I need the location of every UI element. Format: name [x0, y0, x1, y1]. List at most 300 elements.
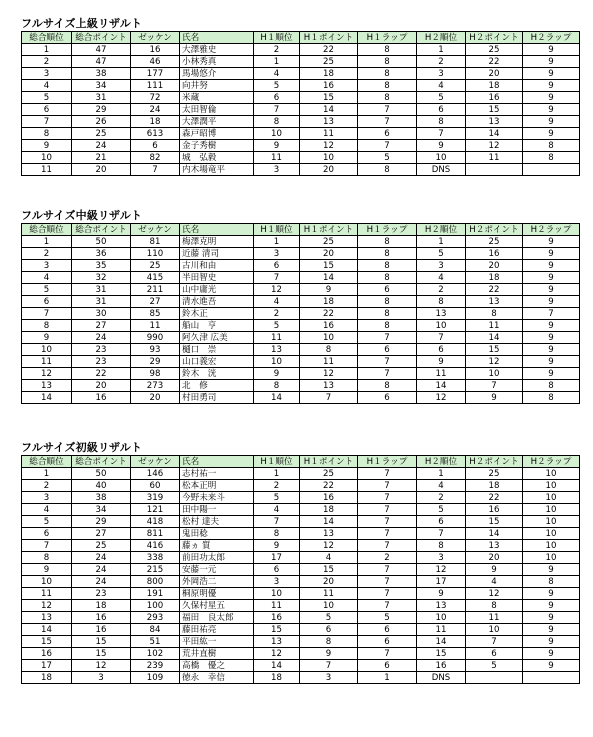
cell-bib-number: 16 [131, 44, 180, 56]
cell-h2-points: 12 [466, 356, 523, 368]
cell-h2-points: 22 [466, 284, 523, 296]
cell-h1-points: 11 [300, 356, 358, 368]
cell-h1-laps: 7 [358, 468, 417, 480]
cell-h2-laps: 9 [523, 612, 580, 624]
cell-h2-rank: 3 [417, 68, 466, 80]
column-header-h2-points: H２ポイント [466, 32, 523, 44]
cell-h2-rank: 10 [417, 612, 466, 624]
cell-h2-points: 5 [466, 660, 523, 672]
cell-bib-number: 60 [131, 480, 180, 492]
cell-h1-rank: 7 [254, 516, 300, 528]
cell-h2-points: 22 [466, 56, 523, 68]
cell-h2-rank: 3 [417, 260, 466, 272]
cell-overall-rank: 9 [22, 564, 72, 576]
results-table [21, 223, 580, 404]
cell-overall-points: 3 [72, 672, 131, 684]
cell-h2-points: 13 [466, 296, 523, 308]
table-row [22, 308, 580, 320]
cell-h2-points: 25 [466, 44, 523, 56]
table-row [22, 576, 580, 588]
cell-h1-laps: 7 [358, 116, 417, 128]
cell-rider-name: 内木場竜平 [180, 164, 254, 176]
cell-overall-rank: 8 [22, 128, 72, 140]
cell-h2-points: 14 [466, 128, 523, 140]
column-header-bib-number: ゼッケン [131, 224, 180, 236]
cell-h1-rank: 1 [254, 236, 300, 248]
cell-h2-laps: 8 [523, 152, 580, 164]
cell-bib-number: 215 [131, 564, 180, 576]
cell-overall-points: 50 [72, 236, 131, 248]
cell-h2-points: 13 [466, 540, 523, 552]
cell-h2-points: 8 [466, 308, 523, 320]
cell-overall-points: 31 [72, 92, 131, 104]
cell-overall-rank: 4 [22, 504, 72, 516]
cell-overall-points: 47 [72, 44, 131, 56]
cell-h2-rank: 7 [417, 528, 466, 540]
cell-overall-rank: 4 [22, 272, 72, 284]
cell-overall-rank: 4 [22, 80, 72, 92]
cell-h2-points: 18 [466, 272, 523, 284]
cell-overall-points: 23 [72, 344, 131, 356]
cell-h1-rank: 12 [254, 648, 300, 660]
cell-bib-number: 177 [131, 68, 180, 80]
cell-h2-laps: 9 [523, 236, 580, 248]
cell-h1-points: 20 [300, 164, 358, 176]
cell-overall-rank: 3 [22, 68, 72, 80]
cell-h2-points: 14 [466, 332, 523, 344]
cell-overall-rank: 14 [22, 624, 72, 636]
cell-rider-name: 鈴木 洸 [180, 368, 254, 380]
cell-h2-rank: 13 [417, 308, 466, 320]
cell-h2-laps: 9 [523, 104, 580, 116]
cell-h1-points: 10 [300, 152, 358, 164]
beginner-results-section [21, 441, 579, 684]
cell-h2-laps: 9 [523, 636, 580, 648]
table-row [22, 636, 580, 648]
cell-overall-rank: 6 [22, 296, 72, 308]
cell-h1-rank: 3 [254, 164, 300, 176]
cell-h1-rank: 1 [254, 56, 300, 68]
cell-h2-laps: 9 [523, 128, 580, 140]
cell-bib-number: 100 [131, 600, 180, 612]
cell-h2-laps: 9 [523, 588, 580, 600]
cell-h1-laps: 5 [358, 152, 417, 164]
cell-bib-number: 416 [131, 540, 180, 552]
table-row [22, 56, 580, 68]
cell-overall-points: 36 [72, 248, 131, 260]
cell-overall-rank: 12 [22, 368, 72, 380]
cell-h1-points: 16 [300, 492, 358, 504]
cell-bib-number: 25 [131, 260, 180, 272]
cell-h1-rank: 16 [254, 612, 300, 624]
table-row [22, 672, 580, 684]
cell-overall-rank: 7 [22, 116, 72, 128]
cell-bib-number: 84 [131, 624, 180, 636]
cell-h2-rank: 10 [417, 152, 466, 164]
cell-rider-name: 藤田祐亮 [180, 624, 254, 636]
cell-h1-rank: 5 [254, 80, 300, 92]
cell-rider-name: 船山 亨 [180, 320, 254, 332]
cell-bib-number: 191 [131, 588, 180, 600]
cell-h1-points: 10 [300, 332, 358, 344]
column-header-h1-laps: H１ラップ [358, 456, 417, 468]
cell-h2-rank: DNS [417, 672, 466, 684]
cell-h1-rank: 11 [254, 600, 300, 612]
cell-overall-points: 23 [72, 588, 131, 600]
cell-bib-number: 811 [131, 528, 180, 540]
cell-h1-rank: 8 [254, 380, 300, 392]
cell-h2-points [466, 672, 523, 684]
table-row [22, 284, 580, 296]
cell-overall-rank: 3 [22, 260, 72, 272]
cell-h2-points [466, 164, 523, 176]
table-row [22, 260, 580, 272]
cell-h2-laps: 7 [523, 308, 580, 320]
cell-rider-name: 前田功太郎 [180, 552, 254, 564]
cell-h1-rank: 17 [254, 552, 300, 564]
cell-h2-points: 25 [466, 468, 523, 480]
table-row [22, 320, 580, 332]
table-row [22, 380, 580, 392]
cell-h2-laps: 9 [523, 624, 580, 636]
cell-h1-rank: 4 [254, 296, 300, 308]
cell-bib-number: 102 [131, 648, 180, 660]
cell-bib-number: 109 [131, 672, 180, 684]
cell-h1-laps: 7 [358, 564, 417, 576]
cell-h2-rank: 9 [417, 140, 466, 152]
results-table [21, 31, 580, 176]
cell-h1-laps: 7 [358, 588, 417, 600]
cell-bib-number: 7 [131, 164, 180, 176]
cell-bib-number: 51 [131, 636, 180, 648]
cell-bib-number: 121 [131, 504, 180, 516]
cell-bib-number: 415 [131, 272, 180, 284]
cell-h2-laps: 9 [523, 564, 580, 576]
cell-h1-laps: 7 [358, 504, 417, 516]
cell-overall-points: 21 [72, 152, 131, 164]
cell-overall-points: 20 [72, 164, 131, 176]
cell-overall-points: 31 [72, 284, 131, 296]
column-header-h2-rank: H２順位 [417, 456, 466, 468]
cell-rider-name: 城 弘毅 [180, 152, 254, 164]
cell-h1-points: 8 [300, 344, 358, 356]
cell-bib-number: 338 [131, 552, 180, 564]
cell-rider-name: 阿久津 広美 [180, 332, 254, 344]
cell-bib-number: 111 [131, 80, 180, 92]
cell-overall-points: 24 [72, 140, 131, 152]
cell-overall-points: 25 [72, 128, 131, 140]
cell-h1-rank: 13 [254, 636, 300, 648]
cell-h2-rank: 8 [417, 540, 466, 552]
cell-bib-number: 85 [131, 308, 180, 320]
cell-overall-rank: 16 [22, 648, 72, 660]
cell-h2-points: 7 [466, 636, 523, 648]
cell-h2-laps: 8 [523, 392, 580, 404]
cell-h1-rank: 3 [254, 576, 300, 588]
cell-h2-rank: 17 [417, 576, 466, 588]
cell-overall-rank: 11 [22, 588, 72, 600]
cell-h2-points: 12 [466, 588, 523, 600]
cell-rider-name: 外岡浩二 [180, 576, 254, 588]
table-row [22, 80, 580, 92]
table-row [22, 152, 580, 164]
cell-overall-points: 30 [72, 308, 131, 320]
cell-bib-number: 990 [131, 332, 180, 344]
cell-h1-rank: 12 [254, 284, 300, 296]
cell-h1-points: 18 [300, 68, 358, 80]
cell-overall-rank: 9 [22, 140, 72, 152]
cell-bib-number: 98 [131, 368, 180, 380]
cell-overall-points: 35 [72, 260, 131, 272]
cell-overall-rank: 6 [22, 528, 72, 540]
cell-h1-laps: 8 [358, 164, 417, 176]
column-header-overall-points: 総合ポイント [72, 224, 131, 236]
table-row [22, 564, 580, 576]
column-header-rider-name: 氏名 [180, 456, 254, 468]
cell-overall-points: 20 [72, 380, 131, 392]
cell-bib-number: 27 [131, 296, 180, 308]
cell-overall-points: 29 [72, 104, 131, 116]
cell-rider-name: 小林秀真 [180, 56, 254, 68]
cell-overall-rank: 8 [22, 552, 72, 564]
table-row [22, 648, 580, 660]
cell-h2-rank: 11 [417, 368, 466, 380]
cell-h1-points: 8 [300, 636, 358, 648]
cell-h2-laps: 9 [523, 344, 580, 356]
table-row [22, 272, 580, 284]
column-header-h1-laps: H１ラップ [358, 32, 417, 44]
cell-h1-laps: 6 [358, 344, 417, 356]
column-header-h2-laps: H２ラップ [523, 32, 580, 44]
cell-h1-laps: 5 [358, 612, 417, 624]
cell-h1-rank: 2 [254, 480, 300, 492]
cell-h1-laps: 7 [358, 648, 417, 660]
cell-h1-rank: 14 [254, 660, 300, 672]
cell-h1-rank: 5 [254, 320, 300, 332]
cell-h1-laps: 7 [358, 368, 417, 380]
cell-overall-rank: 13 [22, 612, 72, 624]
cell-bib-number: 81 [131, 236, 180, 248]
cell-h2-laps: 10 [523, 504, 580, 516]
cell-h2-rank: 4 [417, 480, 466, 492]
cell-h2-rank: 5 [417, 248, 466, 260]
cell-h1-points: 12 [300, 540, 358, 552]
cell-h1-laps: 7 [358, 576, 417, 588]
cell-overall-points: 24 [72, 564, 131, 576]
cell-h1-points: 13 [300, 528, 358, 540]
cell-h1-rank: 7 [254, 272, 300, 284]
cell-h2-points: 9 [466, 392, 523, 404]
table-row [22, 492, 580, 504]
cell-h1-laps: 8 [358, 260, 417, 272]
cell-overall-points: 50 [72, 468, 131, 480]
intermediate-results-section [21, 209, 579, 404]
cell-rider-name: 高橋 優之 [180, 660, 254, 672]
cell-rider-name: 向井努 [180, 80, 254, 92]
cell-h1-points: 14 [300, 516, 358, 528]
cell-bib-number: 11 [131, 320, 180, 332]
table-row [22, 128, 580, 140]
cell-rider-name: 馬場悠介 [180, 68, 254, 80]
column-header-overall-rank: 総合順位 [22, 32, 72, 44]
cell-rider-name: 平田紘一 [180, 636, 254, 648]
cell-h1-points: 15 [300, 92, 358, 104]
cell-rider-name: 徳永 幸信 [180, 672, 254, 684]
cell-h1-rank: 6 [254, 92, 300, 104]
cell-h2-laps: 9 [523, 44, 580, 56]
cell-h1-laps: 6 [358, 392, 417, 404]
table-row [22, 236, 580, 248]
cell-h2-rank: 2 [417, 284, 466, 296]
cell-overall-rank: 11 [22, 356, 72, 368]
cell-h1-rank: 8 [254, 528, 300, 540]
cell-h2-laps: 9 [523, 80, 580, 92]
cell-h1-points: 7 [300, 392, 358, 404]
cell-rider-name: 大澤雅史 [180, 44, 254, 56]
column-header-h2-points: H２ポイント [466, 224, 523, 236]
cell-h1-laps: 8 [358, 296, 417, 308]
cell-h1-rank: 11 [254, 152, 300, 164]
cell-overall-rank: 1 [22, 468, 72, 480]
cell-overall-rank: 15 [22, 636, 72, 648]
cell-h2-laps: 10 [523, 516, 580, 528]
cell-bib-number: 24 [131, 104, 180, 116]
cell-rider-name: 松本正明 [180, 480, 254, 492]
cell-overall-points: 27 [72, 320, 131, 332]
cell-h1-rank: 14 [254, 392, 300, 404]
cell-h2-points: 11 [466, 152, 523, 164]
cell-h1-laps: 7 [358, 600, 417, 612]
cell-bib-number: 273 [131, 380, 180, 392]
cell-h1-rank: 10 [254, 128, 300, 140]
cell-h1-rank: 4 [254, 68, 300, 80]
cell-h1-laps: 8 [358, 272, 417, 284]
cell-rider-name: 今野未来斗 [180, 492, 254, 504]
cell-h2-rank: 5 [417, 504, 466, 516]
cell-h1-laps: 8 [358, 68, 417, 80]
cell-h2-rank: 4 [417, 272, 466, 284]
cell-overall-points: 18 [72, 600, 131, 612]
cell-h2-laps: 9 [523, 356, 580, 368]
cell-overall-rank: 6 [22, 104, 72, 116]
cell-h1-points: 5 [300, 612, 358, 624]
cell-overall-points: 24 [72, 576, 131, 588]
cell-h2-points: 22 [466, 492, 523, 504]
cell-h2-rank: 12 [417, 564, 466, 576]
cell-bib-number: 93 [131, 344, 180, 356]
cell-h1-rank: 8 [254, 116, 300, 128]
cell-h1-points: 15 [300, 260, 358, 272]
cell-h1-points: 20 [300, 576, 358, 588]
table-row [22, 164, 580, 176]
cell-overall-rank: 18 [22, 672, 72, 684]
cell-bib-number: 72 [131, 92, 180, 104]
cell-overall-rank: 1 [22, 44, 72, 56]
cell-overall-rank: 13 [22, 380, 72, 392]
cell-overall-rank: 2 [22, 248, 72, 260]
column-header-h1-rank: H１順位 [254, 32, 300, 44]
section-title: フルサイズ中級リザルト [21, 209, 143, 222]
cell-overall-points: 38 [72, 68, 131, 80]
cell-h1-rank: 13 [254, 344, 300, 356]
cell-h1-points: 12 [300, 140, 358, 152]
cell-rider-name: 梅澤克明 [180, 236, 254, 248]
cell-h1-laps: 7 [358, 480, 417, 492]
cell-h1-points: 11 [300, 588, 358, 600]
cell-overall-points: 25 [72, 540, 131, 552]
cell-h1-rank: 4 [254, 504, 300, 516]
cell-h1-laps: 8 [358, 248, 417, 260]
column-header-h2-rank: H２順位 [417, 224, 466, 236]
table-row [22, 588, 580, 600]
cell-h1-points: 16 [300, 320, 358, 332]
cell-bib-number: 46 [131, 56, 180, 68]
cell-h1-rank: 7 [254, 104, 300, 116]
cell-h2-points: 10 [466, 368, 523, 380]
cell-rider-name: 山中庸光 [180, 284, 254, 296]
cell-rider-name: 金子秀樹 [180, 140, 254, 152]
cell-h1-laps: 6 [358, 284, 417, 296]
column-header-h2-laps: H２ラップ [523, 224, 580, 236]
cell-h2-laps: 10 [523, 552, 580, 564]
cell-overall-points: 34 [72, 504, 131, 516]
cell-bib-number: 6 [131, 140, 180, 152]
table-row [22, 116, 580, 128]
cell-h2-laps: 9 [523, 648, 580, 660]
cell-h1-laps: 7 [358, 540, 417, 552]
cell-h2-laps: 10 [523, 540, 580, 552]
cell-h1-laps: 7 [358, 492, 417, 504]
table-row [22, 612, 580, 624]
cell-overall-rank: 3 [22, 492, 72, 504]
cell-overall-rank: 1 [22, 236, 72, 248]
advanced-results-section [21, 17, 579, 176]
cell-h1-laps: 8 [358, 92, 417, 104]
cell-h2-rank: 13 [417, 600, 466, 612]
cell-h2-rank: 9 [417, 356, 466, 368]
cell-h2-points: 15 [466, 104, 523, 116]
table-row [22, 624, 580, 636]
cell-h1-points: 10 [300, 600, 358, 612]
cell-h2-points: 8 [466, 600, 523, 612]
cell-overall-points: 29 [72, 516, 131, 528]
cell-rider-name: 安藤一元 [180, 564, 254, 576]
table-row [22, 552, 580, 564]
cell-h2-rank: 7 [417, 332, 466, 344]
table-row [22, 540, 580, 552]
cell-h2-points: 16 [466, 92, 523, 104]
cell-h1-points: 9 [300, 648, 358, 660]
cell-overall-rank: 7 [22, 540, 72, 552]
cell-overall-rank: 5 [22, 92, 72, 104]
cell-h2-laps: 9 [523, 284, 580, 296]
cell-h2-points: 9 [466, 564, 523, 576]
cell-h2-rank: 2 [417, 56, 466, 68]
column-header-overall-points: 総合ポイント [72, 456, 131, 468]
cell-rider-name: 久保村星五 [180, 600, 254, 612]
cell-h2-laps: 9 [523, 296, 580, 308]
cell-overall-points: 47 [72, 56, 131, 68]
column-header-h2-rank: H２順位 [417, 32, 466, 44]
cell-h2-points: 11 [466, 612, 523, 624]
cell-h2-rank: 14 [417, 380, 466, 392]
cell-h2-laps: 9 [523, 332, 580, 344]
cell-h1-rank: 9 [254, 540, 300, 552]
cell-h1-laps: 7 [358, 140, 417, 152]
header-row [22, 32, 580, 44]
cell-h1-points: 12 [300, 368, 358, 380]
table-row [22, 344, 580, 356]
